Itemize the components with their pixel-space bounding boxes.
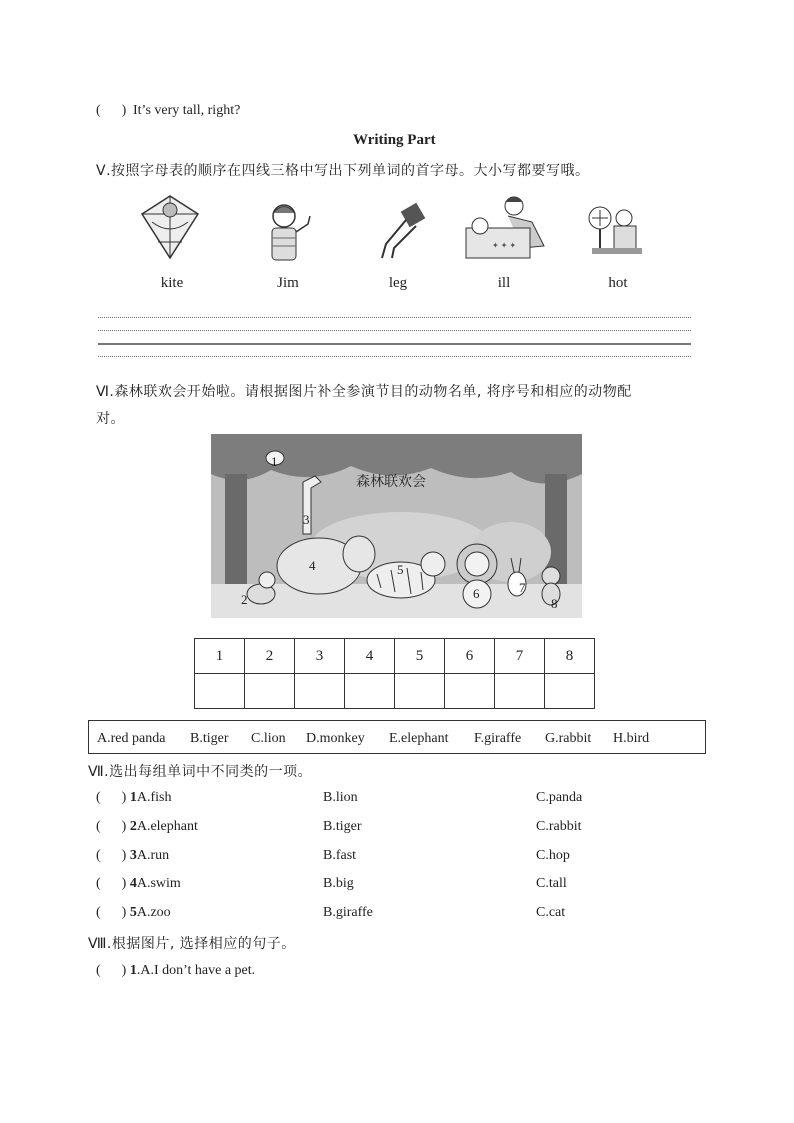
- item-number: 1: [129, 790, 137, 805]
- section7-item-1: [96, 790, 171, 806]
- ill-picture: [462, 192, 548, 262]
- question-text: It’s very tall, right?: [133, 103, 241, 118]
- option-a-text: A.zoo: [136, 905, 171, 920]
- option-a-text: A.swim: [136, 876, 181, 891]
- word-kite: kite: [160, 275, 184, 291]
- item-number: 3: [129, 848, 137, 863]
- section6-heading-line2: 对。: [96, 411, 125, 427]
- leg-picture: [372, 202, 428, 260]
- kite-picture: [138, 192, 202, 262]
- answer-cell[interactable]: [395, 674, 445, 709]
- answer-paren[interactable]: ( ): [96, 790, 127, 805]
- option-h: H.bird: [613, 731, 650, 746]
- option-e: E.elephant: [389, 731, 449, 746]
- answer-paren[interactable]: ( ): [96, 848, 127, 863]
- option-b-text: B.big: [323, 876, 354, 891]
- item-number: 4: [129, 876, 137, 891]
- answer-cell[interactable]: [195, 674, 245, 709]
- option-b-text: B.tiger: [323, 819, 362, 834]
- option-c: C.lion: [251, 731, 286, 746]
- item-number: 1: [129, 963, 137, 978]
- pic-number-7: 7: [519, 580, 526, 595]
- answer-cell[interactable]: [545, 674, 595, 709]
- answer-cell[interactable]: [245, 674, 295, 709]
- option-c-text: C.hop: [536, 848, 570, 863]
- option-a-text: A.fish: [136, 790, 172, 805]
- table-header-4: 4: [345, 639, 395, 674]
- section5-heading: Ⅴ.按照字母表的顺序在四线三格中写出下列单词的首字母。大小写都要写哦。: [96, 163, 590, 179]
- table-header-5: 5: [395, 639, 445, 674]
- option-c-text: C.tall: [536, 876, 567, 891]
- writing-part-title: Writing Part: [353, 132, 436, 148]
- answer-cell[interactable]: [295, 674, 345, 709]
- option-b-text: B.lion: [323, 790, 358, 805]
- table-header-1: 1: [195, 639, 245, 674]
- table-header-8: 8: [545, 639, 595, 674]
- option-f: F.giraffe: [474, 731, 522, 746]
- table-header-3: 3: [295, 639, 345, 674]
- answer-paren[interactable]: ( ): [96, 819, 127, 834]
- pic-number-1: 1: [271, 454, 278, 469]
- item-text: .A.I don’t have a pet.: [136, 963, 256, 978]
- pic-number-8: 8: [551, 596, 558, 611]
- option-d: D.monkey: [306, 731, 365, 746]
- word-hot: hot: [608, 275, 628, 291]
- option-c-text: C.rabbit: [536, 819, 582, 834]
- item-number: 2: [129, 819, 137, 834]
- pic-number-2: 2: [241, 592, 248, 607]
- section7-item-5: [96, 905, 171, 921]
- matching-table: [194, 638, 595, 709]
- option-b: B.tiger: [190, 731, 229, 746]
- option-b-text: B.fast: [323, 848, 357, 863]
- word-leg: leg: [388, 275, 408, 291]
- table-header-7: 7: [495, 639, 545, 674]
- section8-item-1: [96, 963, 255, 979]
- option-a-text: A.run: [136, 848, 170, 863]
- answer-paren[interactable]: ( ): [96, 103, 127, 118]
- item-number: 5: [129, 905, 137, 920]
- option-b-text: B.giraffe: [323, 905, 373, 920]
- animal-options-box: [88, 720, 706, 754]
- answer-cell[interactable]: [445, 674, 495, 709]
- answer-paren[interactable]: ( ): [96, 963, 127, 978]
- pic-number-5: 5: [397, 562, 404, 577]
- option-a: A.red panda: [97, 731, 166, 746]
- word-jim: Jim: [277, 275, 299, 291]
- option-g: G.rabbit: [545, 731, 592, 746]
- section7-item-4: [96, 876, 181, 892]
- section7-heading: Ⅶ.选出每组单词中不同类的一项。: [88, 764, 313, 780]
- option-c-text: C.panda: [536, 790, 583, 805]
- section7-item-2: [96, 819, 198, 835]
- table-header-2: 2: [245, 639, 295, 674]
- option-a-text: A.elephant: [136, 819, 198, 834]
- section7-item-3: [96, 848, 169, 864]
- word-ill: ill: [497, 275, 511, 291]
- section8-heading: Ⅷ.根据图片, 选择相应的句子。: [88, 936, 296, 952]
- pic-number-3: 3: [303, 512, 310, 527]
- forest-party-picture: [211, 434, 582, 618]
- hot-picture: [584, 200, 646, 260]
- answer-cell[interactable]: [345, 674, 395, 709]
- answer-cell[interactable]: [495, 674, 545, 709]
- table-header-6: 6: [445, 639, 495, 674]
- pic-number-6: 6: [473, 586, 480, 601]
- boy-jim-picture: [262, 198, 318, 262]
- forest-picture-title: 森林联欢会: [356, 474, 426, 490]
- section6-heading-line1: Ⅵ.森林联欢会开始啦。请根据图片补全参演节目的动物名单, 将序号和相应的动物配: [96, 384, 632, 400]
- option-c-text: C.cat: [536, 905, 566, 920]
- answer-paren[interactable]: ( ): [96, 905, 127, 920]
- svg-text:✦ ✦ ✦: ✦ ✦ ✦: [492, 241, 517, 250]
- pic-number-4: 4: [309, 558, 316, 573]
- answer-paren[interactable]: ( ): [96, 876, 127, 891]
